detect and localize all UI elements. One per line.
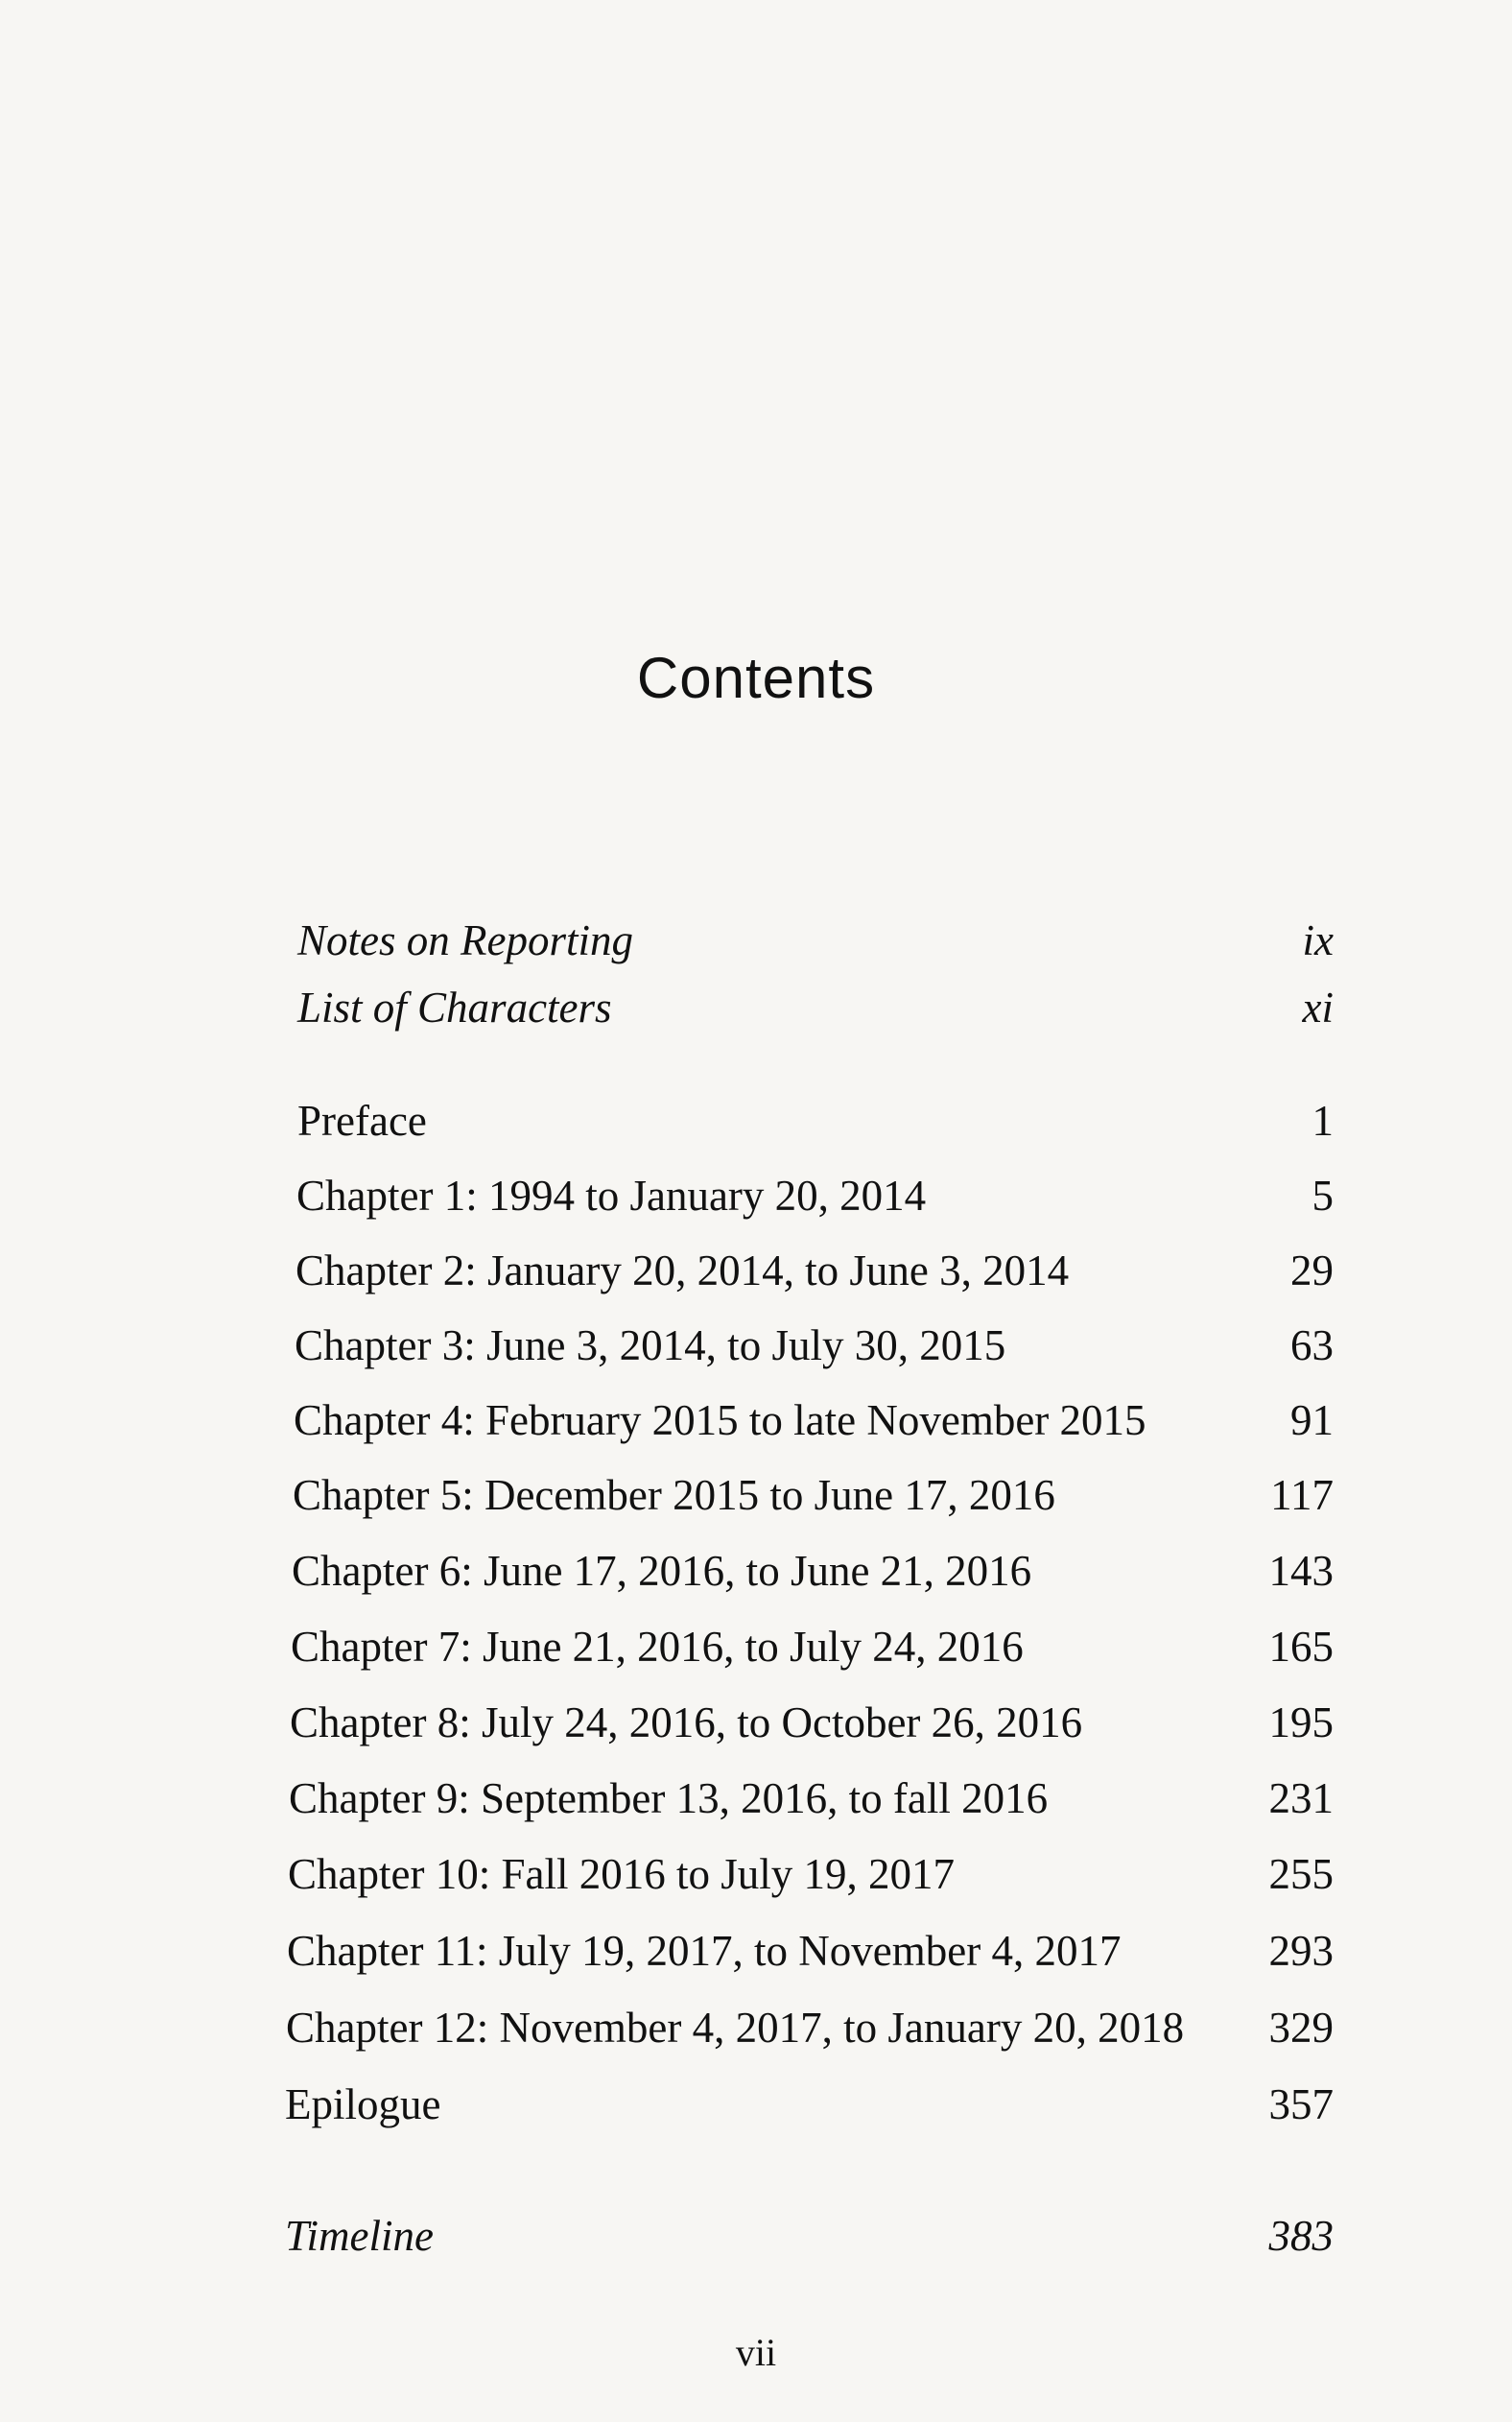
toc-entry-page: 29 — [1290, 1247, 1334, 1294]
toc-entry-notes-on-reporting — [297, 912, 1334, 969]
toc-entry-chapter-9 — [289, 1769, 1334, 1827]
toc-entry-chapter-1 — [296, 1167, 1334, 1224]
toc-entry-label: Chapter 4: February 2015 to late November 2015 — [294, 1396, 1146, 1444]
toc-entry-label: Notes on Reporting — [297, 916, 633, 964]
toc-entry-label: Chapter 10: Fall 2016 to July 19, 2017 — [288, 1850, 955, 1898]
toc-entry-chapter-6 — [292, 1542, 1334, 1600]
toc-entry-chapter-10 — [288, 1845, 1334, 1903]
toc-entry-page: 293 — [1268, 1927, 1334, 1975]
toc-entry-page: 117 — [1270, 1471, 1334, 1519]
toc-entry-page: xi — [1302, 984, 1334, 1032]
toc-entry-page: 5 — [1311, 1172, 1334, 1220]
toc-entry-label: List of Characters — [297, 984, 612, 1032]
toc-entry-page: ix — [1302, 916, 1334, 964]
page-title: Contents — [636, 646, 876, 710]
toc-entry-epilogue — [285, 2076, 1334, 2133]
toc-entry-list-of-characters — [297, 979, 1334, 1036]
page-number: vii — [735, 2331, 777, 2374]
toc-entry-timeline — [285, 2207, 1334, 2265]
toc-entry-label: Preface — [297, 1097, 427, 1145]
toc-entry-chapter-5 — [293, 1466, 1334, 1524]
toc-entry-page: 63 — [1290, 1321, 1334, 1369]
toc-entry-chapter-4 — [294, 1391, 1334, 1449]
toc-entry-label: Chapter 2: January 20, 2014, to June 3, 2014 — [295, 1247, 1070, 1294]
toc-entry-page: 383 — [1268, 2212, 1334, 2260]
toc-entry-label: Chapter 3: June 3, 2014, to July 30, 2015 — [295, 1321, 1006, 1369]
toc-entry-page: 231 — [1268, 1774, 1334, 1822]
toc-entry-label: Chapter 7: June 21, 2016, to July 24, 2016 — [291, 1623, 1024, 1671]
toc-entry-page: 1 — [1311, 1097, 1334, 1145]
toc-entry-page: 91 — [1290, 1396, 1334, 1444]
toc-entry-page: 143 — [1268, 1547, 1334, 1595]
toc-entry-chapter-2 — [295, 1242, 1334, 1299]
toc-entry-chapter-11 — [287, 1922, 1334, 1980]
toc-entry-label: Timeline — [285, 2212, 434, 2260]
toc-entry-label: Chapter 9: September 13, 2016, to fall 2016 — [289, 1774, 1049, 1822]
toc-entry-chapter-3 — [295, 1317, 1334, 1374]
toc-entry-label: Chapter 12: November 4, 2017, to January 20, 2018 — [286, 2004, 1185, 2052]
toc-entry-chapter-8 — [290, 1694, 1334, 1751]
toc-entry-chapter-7 — [291, 1618, 1334, 1675]
toc-entry-label: Chapter 11: July 19, 2017, to November 4, 2017 — [287, 1927, 1122, 1975]
toc-entry-page: 357 — [1268, 2080, 1334, 2128]
toc-entry-label: Chapter 1: 1994 to January 20, 2014 — [296, 1172, 927, 1220]
toc-entry-page: 195 — [1268, 1698, 1334, 1746]
toc-entry-preface — [297, 1092, 1334, 1150]
toc-entry-chapter-12 — [286, 1999, 1334, 2056]
toc-entry-label: Chapter 5: December 2015 to June 17, 2016 — [293, 1471, 1055, 1519]
toc-entry-label: Chapter 6: June 17, 2016, to June 21, 2016 — [292, 1547, 1032, 1595]
toc-entry-label: Chapter 8: July 24, 2016, to October 26, 2016 — [290, 1698, 1083, 1746]
toc-entry-page: 329 — [1268, 2004, 1334, 2052]
toc-entry-page: 165 — [1268, 1623, 1334, 1671]
toc-entry-label: Epilogue — [285, 2080, 441, 2128]
toc-entry-page: 255 — [1268, 1850, 1334, 1898]
